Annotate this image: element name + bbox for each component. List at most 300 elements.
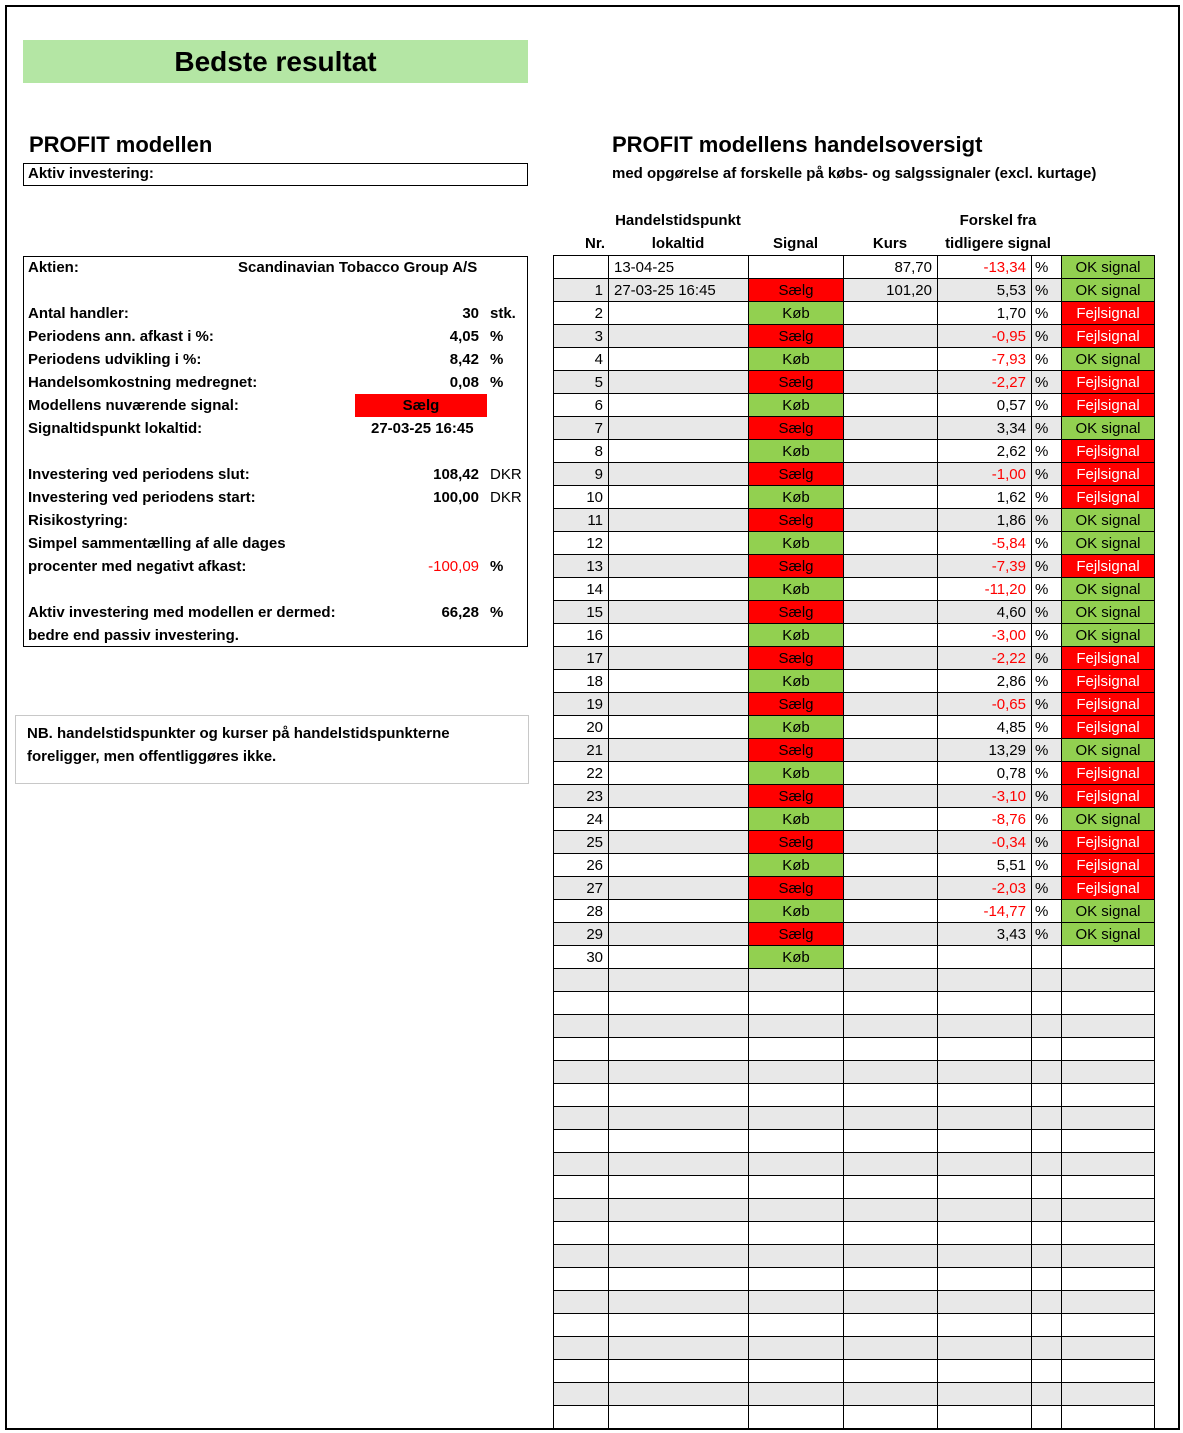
cell-diff (938, 1291, 1032, 1314)
table-row (554, 831, 1155, 854)
cell-diff: 2,86 (938, 670, 1032, 693)
cell-diff: 13,29 (938, 739, 1032, 762)
cell-diff (938, 1061, 1032, 1084)
cell-kurs (844, 946, 938, 969)
cell-pct: % (1032, 463, 1062, 486)
table-row (554, 624, 1155, 647)
cell-nr (554, 256, 609, 279)
cell-pct: % (1032, 739, 1062, 762)
cell-result: OK signal (1062, 900, 1155, 923)
antal-label: Antal handler: (28, 305, 129, 322)
table-row (554, 601, 1155, 624)
cell-diff: -0,34 (938, 831, 1032, 854)
cell-nr: 16 (554, 624, 609, 647)
cell-nr: 30 (554, 946, 609, 969)
cell-kurs (844, 1061, 938, 1084)
cell-nr (554, 1084, 609, 1107)
cell-kurs (844, 900, 938, 923)
cell-signal (749, 1130, 844, 1153)
cell-pct: % (1032, 417, 1062, 440)
cell-time (609, 1038, 749, 1061)
table-row-empty (554, 1176, 1155, 1199)
table-row (554, 693, 1155, 716)
cell-diff: -0,95 (938, 325, 1032, 348)
cell-signal (749, 1360, 844, 1383)
table-row (554, 394, 1155, 417)
cell-signal: Køb (749, 900, 844, 923)
cell-nr: 12 (554, 532, 609, 555)
cell-time (609, 716, 749, 739)
cell-nr (554, 1245, 609, 1268)
cell-diff (938, 1383, 1032, 1406)
table-row-empty (554, 1360, 1155, 1383)
cell-diff: -2,27 (938, 371, 1032, 394)
cell-signal (749, 1337, 844, 1360)
cell-result: OK signal (1062, 923, 1155, 946)
cell-signal (749, 992, 844, 1015)
cell-result: Fejlsignal (1062, 785, 1155, 808)
cell-kurs (844, 440, 938, 463)
table-row (554, 256, 1155, 279)
cell-time (609, 854, 749, 877)
cell-diff: -13,34 (938, 256, 1032, 279)
table-row (554, 670, 1155, 693)
cell-signal: Køb (749, 348, 844, 371)
cell-time (609, 532, 749, 555)
cell-kurs (844, 371, 938, 394)
cell-pct: % (1032, 900, 1062, 923)
header-diff-1: Forskel fra (959, 212, 1037, 229)
cell-diff: -2,22 (938, 647, 1032, 670)
cell-time (609, 371, 749, 394)
table-row-empty (554, 1314, 1155, 1337)
cell-nr: 3 (554, 325, 609, 348)
cell-pct (1032, 969, 1062, 992)
cell-nr (554, 1222, 609, 1245)
cell-time (609, 1245, 749, 1268)
cell-kurs (844, 923, 938, 946)
cell-diff: -1,00 (938, 463, 1032, 486)
cell-diff (938, 1176, 1032, 1199)
cell-kurs (844, 1291, 938, 1314)
cell-diff: 1,62 (938, 486, 1032, 509)
current-signal-badge: Sælg (355, 394, 487, 417)
table-row (554, 900, 1155, 923)
cell-diff: 3,34 (938, 417, 1032, 440)
cell-time (609, 1199, 749, 1222)
cell-kurs (844, 854, 938, 877)
cell-time (609, 1406, 749, 1429)
start-value: 100,00 (433, 489, 479, 506)
cell-time (609, 1176, 749, 1199)
sigtid-value: 27-03-25 16:45 (371, 420, 474, 437)
cell-diff: -2,03 (938, 877, 1032, 900)
cell-time (609, 900, 749, 923)
cell-signal: Køb (749, 302, 844, 325)
cell-pct (1032, 1245, 1062, 1268)
table-row (554, 440, 1155, 463)
header-kurs: Kurs (872, 235, 908, 252)
sigtid-label: Signaltidspunkt lokaltid: (28, 420, 203, 437)
cell-result (1062, 1383, 1155, 1406)
cell-kurs (844, 1222, 938, 1245)
cell-time (609, 1107, 749, 1130)
cell-kurs (844, 302, 938, 325)
cell-kurs (844, 1268, 938, 1291)
cell-kurs (844, 1107, 938, 1130)
cell-pct (1032, 1291, 1062, 1314)
cell-diff (938, 1153, 1032, 1176)
cell-time (609, 555, 749, 578)
cell-time (609, 1061, 749, 1084)
cell-time: 27-03-25 16:45 (609, 279, 749, 302)
cell-kurs (844, 394, 938, 417)
aktien-label: Aktien: (28, 259, 79, 276)
cell-pct: % (1032, 394, 1062, 417)
cell-diff: 5,53 (938, 279, 1032, 302)
right-subtitle: med opgørelse af forskelle på købs- og salgssignaler (excl. kurtage) (612, 165, 1097, 182)
cell-nr (554, 1176, 609, 1199)
cell-signal: Køb (749, 946, 844, 969)
cell-diff: 3,43 (938, 923, 1032, 946)
table-row (554, 877, 1155, 900)
cell-pct (1032, 1337, 1062, 1360)
cell-nr: 2 (554, 302, 609, 325)
table-row-empty (554, 1245, 1155, 1268)
cell-pct: % (1032, 923, 1062, 946)
cell-time (609, 1153, 749, 1176)
header-nr: Nr. (584, 235, 605, 252)
cell-kurs (844, 1130, 938, 1153)
simpel-label-1: Simpel sammentælling af alle dages (28, 535, 286, 552)
cell-kurs (844, 1038, 938, 1061)
cell-nr: 13 (554, 555, 609, 578)
start-label: Investering ved periodens start: (28, 489, 256, 506)
cell-result (1062, 946, 1155, 969)
cell-signal: Køb (749, 670, 844, 693)
cell-pct (1032, 1314, 1062, 1337)
cell-diff (938, 1222, 1032, 1245)
cell-time (609, 1291, 749, 1314)
cell-time (609, 348, 749, 371)
cell-result: OK signal (1062, 624, 1155, 647)
cell-diff: 1,86 (938, 509, 1032, 532)
header-signal: Signal (772, 235, 818, 252)
cell-result: OK signal (1062, 348, 1155, 371)
cell-pct (1032, 1015, 1062, 1038)
cell-nr (554, 1199, 609, 1222)
aktivmod-label-1: Aktiv investering med modellen er dermed: (28, 604, 336, 621)
cell-result (1062, 992, 1155, 1015)
table-row (554, 302, 1155, 325)
cell-signal (749, 1015, 844, 1038)
cell-pct: % (1032, 371, 1062, 394)
cell-diff: 4,60 (938, 601, 1032, 624)
cell-nr: 17 (554, 647, 609, 670)
cell-signal: Sælg (749, 417, 844, 440)
cell-kurs (844, 348, 938, 371)
cell-diff: -0,65 (938, 693, 1032, 716)
cell-kurs (844, 1337, 938, 1360)
cell-kurs (844, 716, 938, 739)
cell-pct: % (1032, 532, 1062, 555)
cell-nr: 8 (554, 440, 609, 463)
cell-diff (938, 1199, 1032, 1222)
aktivmod-label-2: bedre end passiv investering. (28, 627, 239, 644)
cell-result: Fejlsignal (1062, 693, 1155, 716)
cell-result: OK signal (1062, 509, 1155, 532)
cell-result (1062, 1291, 1155, 1314)
cell-result (1062, 969, 1155, 992)
cell-nr: 10 (554, 486, 609, 509)
antal-unit: stk. (490, 305, 516, 322)
cell-diff (938, 1130, 1032, 1153)
cell-kurs: 87,70 (844, 256, 938, 279)
cell-pct: % (1032, 601, 1062, 624)
cell-signal: Køb (749, 532, 844, 555)
cell-result (1062, 1314, 1155, 1337)
cell-pct: % (1032, 647, 1062, 670)
table-row (554, 946, 1155, 969)
cell-result: Fejlsignal (1062, 555, 1155, 578)
cell-pct: % (1032, 808, 1062, 831)
cell-diff: -7,93 (938, 348, 1032, 371)
cell-signal (749, 256, 844, 279)
note-box (15, 715, 529, 784)
cell-nr: 11 (554, 509, 609, 532)
cell-pct: % (1032, 716, 1062, 739)
aktien-value: Scandinavian Tobacco Group A/S (238, 259, 478, 276)
omk-label: Handelsomkostning medregnet: (28, 374, 258, 391)
cell-pct (1032, 1383, 1062, 1406)
cell-signal (749, 1383, 844, 1406)
cell-signal (749, 1291, 844, 1314)
cell-nr: 19 (554, 693, 609, 716)
cell-pct: % (1032, 624, 1062, 647)
cell-signal: Sælg (749, 509, 844, 532)
cell-time (609, 1314, 749, 1337)
cell-time (609, 509, 749, 532)
cell-kurs (844, 1015, 938, 1038)
cell-result (1062, 1015, 1155, 1038)
cell-result: OK signal (1062, 601, 1155, 624)
cell-result: Fejlsignal (1062, 762, 1155, 785)
cell-kurs (844, 532, 938, 555)
note-text: NB. handelstidspunkter og kurser på handelstidspunkterne foreligger, men offentliggøres ikke. (27, 725, 450, 765)
cell-result: Fejlsignal (1062, 831, 1155, 854)
cell-result (1062, 1245, 1155, 1268)
cell-diff: -3,10 (938, 785, 1032, 808)
cell-nr: 22 (554, 762, 609, 785)
cell-result (1062, 1268, 1155, 1291)
right-title: PROFIT modellens handelsoversigt (612, 132, 983, 157)
cell-nr (554, 1153, 609, 1176)
table-row (554, 923, 1155, 946)
cell-pct: % (1032, 325, 1062, 348)
cell-signal (749, 1222, 844, 1245)
cell-result: Fejlsignal (1062, 647, 1155, 670)
cell-kurs (844, 555, 938, 578)
antal-value: 30 (462, 305, 479, 322)
cell-diff: 0,78 (938, 762, 1032, 785)
cell-pct: % (1032, 762, 1062, 785)
cell-result: Fejlsignal (1062, 670, 1155, 693)
cell-pct: % (1032, 256, 1062, 279)
cell-kurs (844, 762, 938, 785)
omk-value: 0,08 (449, 374, 479, 391)
cell-result: Fejlsignal (1062, 486, 1155, 509)
cell-signal: Sælg (749, 831, 844, 854)
cell-time (609, 1383, 749, 1406)
cell-signal (749, 1406, 844, 1429)
table-row (554, 739, 1155, 762)
table-row-empty (554, 1153, 1155, 1176)
cell-kurs (844, 1176, 938, 1199)
cell-diff (938, 1015, 1032, 1038)
cell-pct (1032, 1406, 1062, 1429)
cell-pct (1032, 1061, 1062, 1084)
cell-signal: Køb (749, 624, 844, 647)
table-row-empty (554, 969, 1155, 992)
cell-time (609, 302, 749, 325)
cell-signal (749, 969, 844, 992)
header-tid-1: Handelstidspunkt (615, 212, 741, 229)
stats-box (23, 256, 528, 647)
left-title: PROFIT modellen (29, 132, 213, 157)
cell-pct (1032, 1038, 1062, 1061)
cell-diff: 0,57 (938, 394, 1032, 417)
cell-kurs (844, 808, 938, 831)
cell-time (609, 946, 749, 969)
cell-time (609, 624, 749, 647)
cell-signal (749, 1038, 844, 1061)
cell-pct (1032, 1199, 1062, 1222)
cell-result: OK signal (1062, 532, 1155, 555)
cell-diff: -5,84 (938, 532, 1032, 555)
table-row-empty (554, 1199, 1155, 1222)
cell-nr (554, 1383, 609, 1406)
table-row-empty (554, 1015, 1155, 1038)
cell-pct (1032, 992, 1062, 1015)
banner-title: Bedste resultat (23, 40, 528, 83)
cell-nr (554, 1337, 609, 1360)
cell-kurs (844, 417, 938, 440)
cell-result (1062, 1061, 1155, 1084)
cell-time (609, 1015, 749, 1038)
cell-result (1062, 1222, 1155, 1245)
cell-nr: 27 (554, 877, 609, 900)
cell-time (609, 1360, 749, 1383)
udv-label: Periodens udvikling i %: (28, 351, 202, 368)
aktiv-investering-box (23, 163, 528, 186)
header-tid-2: lokaltid (651, 235, 705, 252)
cell-diff: -11,20 (938, 578, 1032, 601)
table-row-empty (554, 1038, 1155, 1061)
cell-diff: -7,39 (938, 555, 1032, 578)
table-row-empty (554, 1268, 1155, 1291)
cell-time (609, 1268, 749, 1291)
cell-nr: 29 (554, 923, 609, 946)
cell-diff (938, 1245, 1032, 1268)
cell-result: OK signal (1062, 256, 1155, 279)
signal-label: Modellens nuværende signal: (28, 397, 239, 414)
cell-time (609, 992, 749, 1015)
ann-value: 4,05 (449, 328, 479, 345)
cell-nr: 20 (554, 716, 609, 739)
cell-kurs (844, 486, 938, 509)
cell-pct: % (1032, 670, 1062, 693)
cell-kurs (844, 325, 938, 348)
cell-time (609, 647, 749, 670)
cell-nr: 18 (554, 670, 609, 693)
cell-nr: 26 (554, 854, 609, 877)
cell-pct: % (1032, 877, 1062, 900)
cell-nr: 28 (554, 900, 609, 923)
cell-result: Fejlsignal (1062, 463, 1155, 486)
cell-result: Fejlsignal (1062, 394, 1155, 417)
cell-diff (938, 1084, 1032, 1107)
cell-time (609, 670, 749, 693)
cell-signal: Sælg (749, 601, 844, 624)
cell-time (609, 831, 749, 854)
table-row-empty (554, 1406, 1155, 1429)
table-row-empty (554, 1130, 1155, 1153)
cell-diff: 1,70 (938, 302, 1032, 325)
cell-signal: Køb (749, 394, 844, 417)
table-row (554, 325, 1155, 348)
cell-time: 13-04-25 (609, 256, 749, 279)
cell-diff (938, 1268, 1032, 1291)
cell-kurs (844, 739, 938, 762)
table-row (554, 348, 1155, 371)
cell-kurs (844, 1199, 938, 1222)
cell-time (609, 601, 749, 624)
cell-nr (554, 969, 609, 992)
cell-result: OK signal (1062, 417, 1155, 440)
trade-table (553, 255, 1155, 1429)
cell-pct: % (1032, 555, 1062, 578)
cell-signal (749, 1199, 844, 1222)
cell-kurs (844, 1360, 938, 1383)
cell-signal: Køb (749, 762, 844, 785)
cell-diff: 2,62 (938, 440, 1032, 463)
slut-value: 108,42 (433, 466, 479, 483)
cell-result: Fejlsignal (1062, 325, 1155, 348)
cell-signal: Køb (749, 440, 844, 463)
cell-nr: 9 (554, 463, 609, 486)
cell-pct: % (1032, 693, 1062, 716)
slut-label: Investering ved periodens slut: (28, 466, 250, 483)
table-row-empty (554, 1107, 1155, 1130)
table-row (554, 762, 1155, 785)
cell-time (609, 969, 749, 992)
cell-time (609, 1222, 749, 1245)
aktivmod-value: 66,28 (441, 604, 479, 621)
table-row (554, 555, 1155, 578)
cell-time (609, 578, 749, 601)
simpel-label-2: procenter med negativt afkast: (28, 558, 247, 575)
cell-diff (938, 1038, 1032, 1061)
cell-kurs (844, 463, 938, 486)
cell-signal (749, 1153, 844, 1176)
table-row-empty (554, 1383, 1155, 1406)
cell-result: Fejlsignal (1062, 877, 1155, 900)
table-row (554, 854, 1155, 877)
cell-pct (1032, 1222, 1062, 1245)
cell-pct (1032, 1107, 1062, 1130)
cell-diff (938, 1314, 1032, 1337)
cell-nr: 23 (554, 785, 609, 808)
